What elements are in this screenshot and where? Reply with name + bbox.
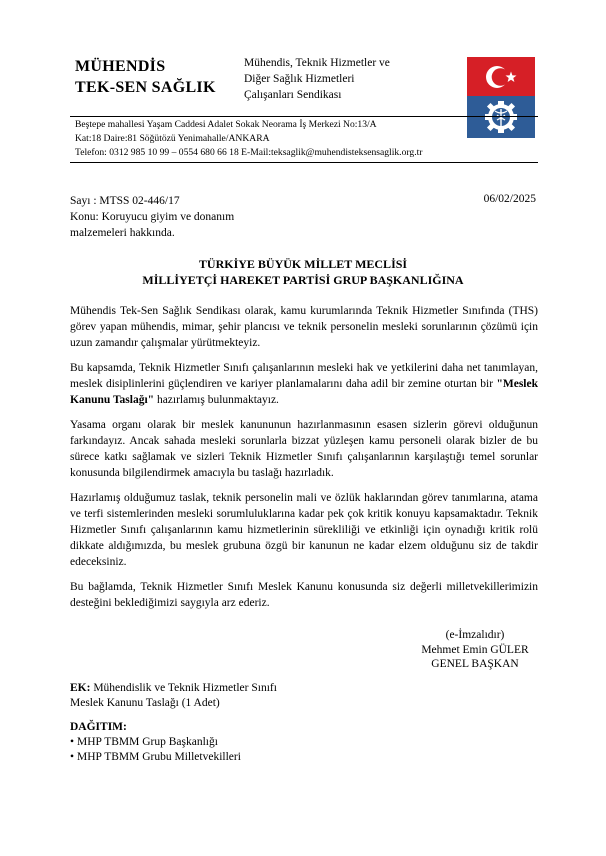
distribution-label: DAĞITIM: [70, 721, 127, 733]
paragraph: Hazırlamış olduğumuz taslak, teknik personelin mali ve özlük haklarından görev tanımlarına, atama ve terfi sistemlerinden mesleki sorumluluklarına kadar pek çok kritik konuyu kapsamaktadır. Teknik Hizmetler Sınıfı çalışanlarının kamu hizmetlerinin sürekliliği ve etkinliği için oynadığı kritik rolü dikkate aldığımızda, bu meslek grubuna özgü bir kanunun ne kadar elzem olduğunu siz de takdir edeceksiniz. [70, 492, 538, 568]
recipient-heading [0, 256, 606, 288]
attachment-label: EK: [70, 682, 91, 694]
contact-block [75, 118, 422, 160]
attachment-block [70, 681, 277, 711]
recipient-line1: TÜRKİYE BÜYÜK MİLLET MECLİSİ [198, 257, 408, 271]
reference-block [70, 193, 234, 241]
distribution-block [70, 720, 241, 765]
list-item: • MHP TBMM Grup Başkanlığı [70, 735, 241, 750]
union-logo [467, 57, 535, 138]
header-divider [70, 116, 538, 117]
org-name-line1: MÜHENDİS [75, 58, 166, 75]
list-item: • MHP TBMM Grubu Milletvekilleri [70, 750, 241, 765]
union-line: Diğer Sağlık Hizmetleri [244, 73, 355, 85]
attachment-text: Mühendislik ve Teknik Hizmetler Sınıfı [90, 682, 277, 694]
distribution-list [70, 735, 241, 765]
subject-label: Konu: [70, 211, 99, 223]
subject-continuation: malzemeleri hakkında. [70, 227, 175, 239]
e-signature-note: (e-İmzalıdır) [445, 629, 505, 641]
paragraph: Mühendis Tek-Sen Sağlık Sendikası olarak, kamu kurumlarında Teknik Hizmetler Sınıfında (THS) görev yapan mühendis, mimar, şehir plancısı ve teknik personelin mesleki sorunlarının çözümü için uzun zamandır çalışmalar yürütmekteyiz. [70, 305, 538, 349]
union-line: Çalışanları Sendikası [244, 89, 342, 101]
subject-line [70, 209, 234, 225]
signatory-title: GENEL BAŞKAN [431, 658, 519, 670]
signatory-name: Mehmet Emin GÜLER [421, 643, 529, 656]
signature-block [400, 628, 550, 672]
paragraph: Yasama organı olarak bir meslek kanununun hazırlanmasının esasen sizlerin görevi olduğunun farkındayız. Ancak sahada mesleki sorunlarla bizzat yüzleşen kamu personeli olarak bizler de bu sürece katkı sağlamak ve sizleri Teknik Hizmetler Sınıfı çalışanlarının karşılaştığı temel sorunlar konusunda bilgilendirmek amacıyla bu taslağı hazırladık. [70, 419, 538, 479]
draft-title: "Meslek Kanunu Taslağı" [70, 378, 538, 406]
attachment-continuation: Meslek Kanunu Taslağı (1 Adet) [70, 697, 220, 709]
union-line: Mühendis, Teknik Hizmetler ve [244, 57, 390, 69]
org-name-line2: TEK-SEN SAĞLIK [75, 79, 216, 96]
document-date: 06/02/2025 [483, 193, 536, 205]
contact-divider [70, 162, 538, 163]
subject-text: Koruyucu giyim ve donanım [98, 211, 235, 223]
address-line: Kat:18 Daire:81 Söğütözü Yenimahalle/ANKARA [75, 133, 270, 144]
letter-body [70, 303, 538, 620]
reference-number: Sayı : MTSS 02-446/17 [70, 195, 180, 207]
union-full-name [244, 55, 390, 103]
organization-name [75, 56, 216, 98]
paragraph: Bu bağlamda, Teknik Hizmetler Sınıfı Meslek Kanunu konusunda siz değerli milletvekillerimizin desteğini beklediğimizi saygıyla arz ederiz. [70, 581, 538, 609]
recipient-line2: MİLLİYETÇİ HAREKET PARTİSİ GRUP BAŞKANLIĞINA [142, 273, 464, 287]
contact-line: Telefon: 0312 985 10 99 – 0554 680 66 18 E-Mail:teksaglik@muhendisteksensaglik.org.tr [75, 147, 423, 158]
paragraph: Bu kapsamda, Teknik Hizmetler Sınıfı çalışanlarının mesleki hak ve yetkilerini daha net tanımlayan, meslek disiplinlerini güçlendiren ve kariyer planlamalarını daha adil bir zemine oturtan bir "Meslek Kanunu Taslağı" hazırlamış bulunmaktayız. [70, 362, 538, 406]
gear-caduceus-icon [485, 101, 517, 133]
address-line: Beştepe mahallesi Yaşam Caddesi Adalet Sokak Neorama İş Merkezi No:13/A [75, 119, 377, 130]
